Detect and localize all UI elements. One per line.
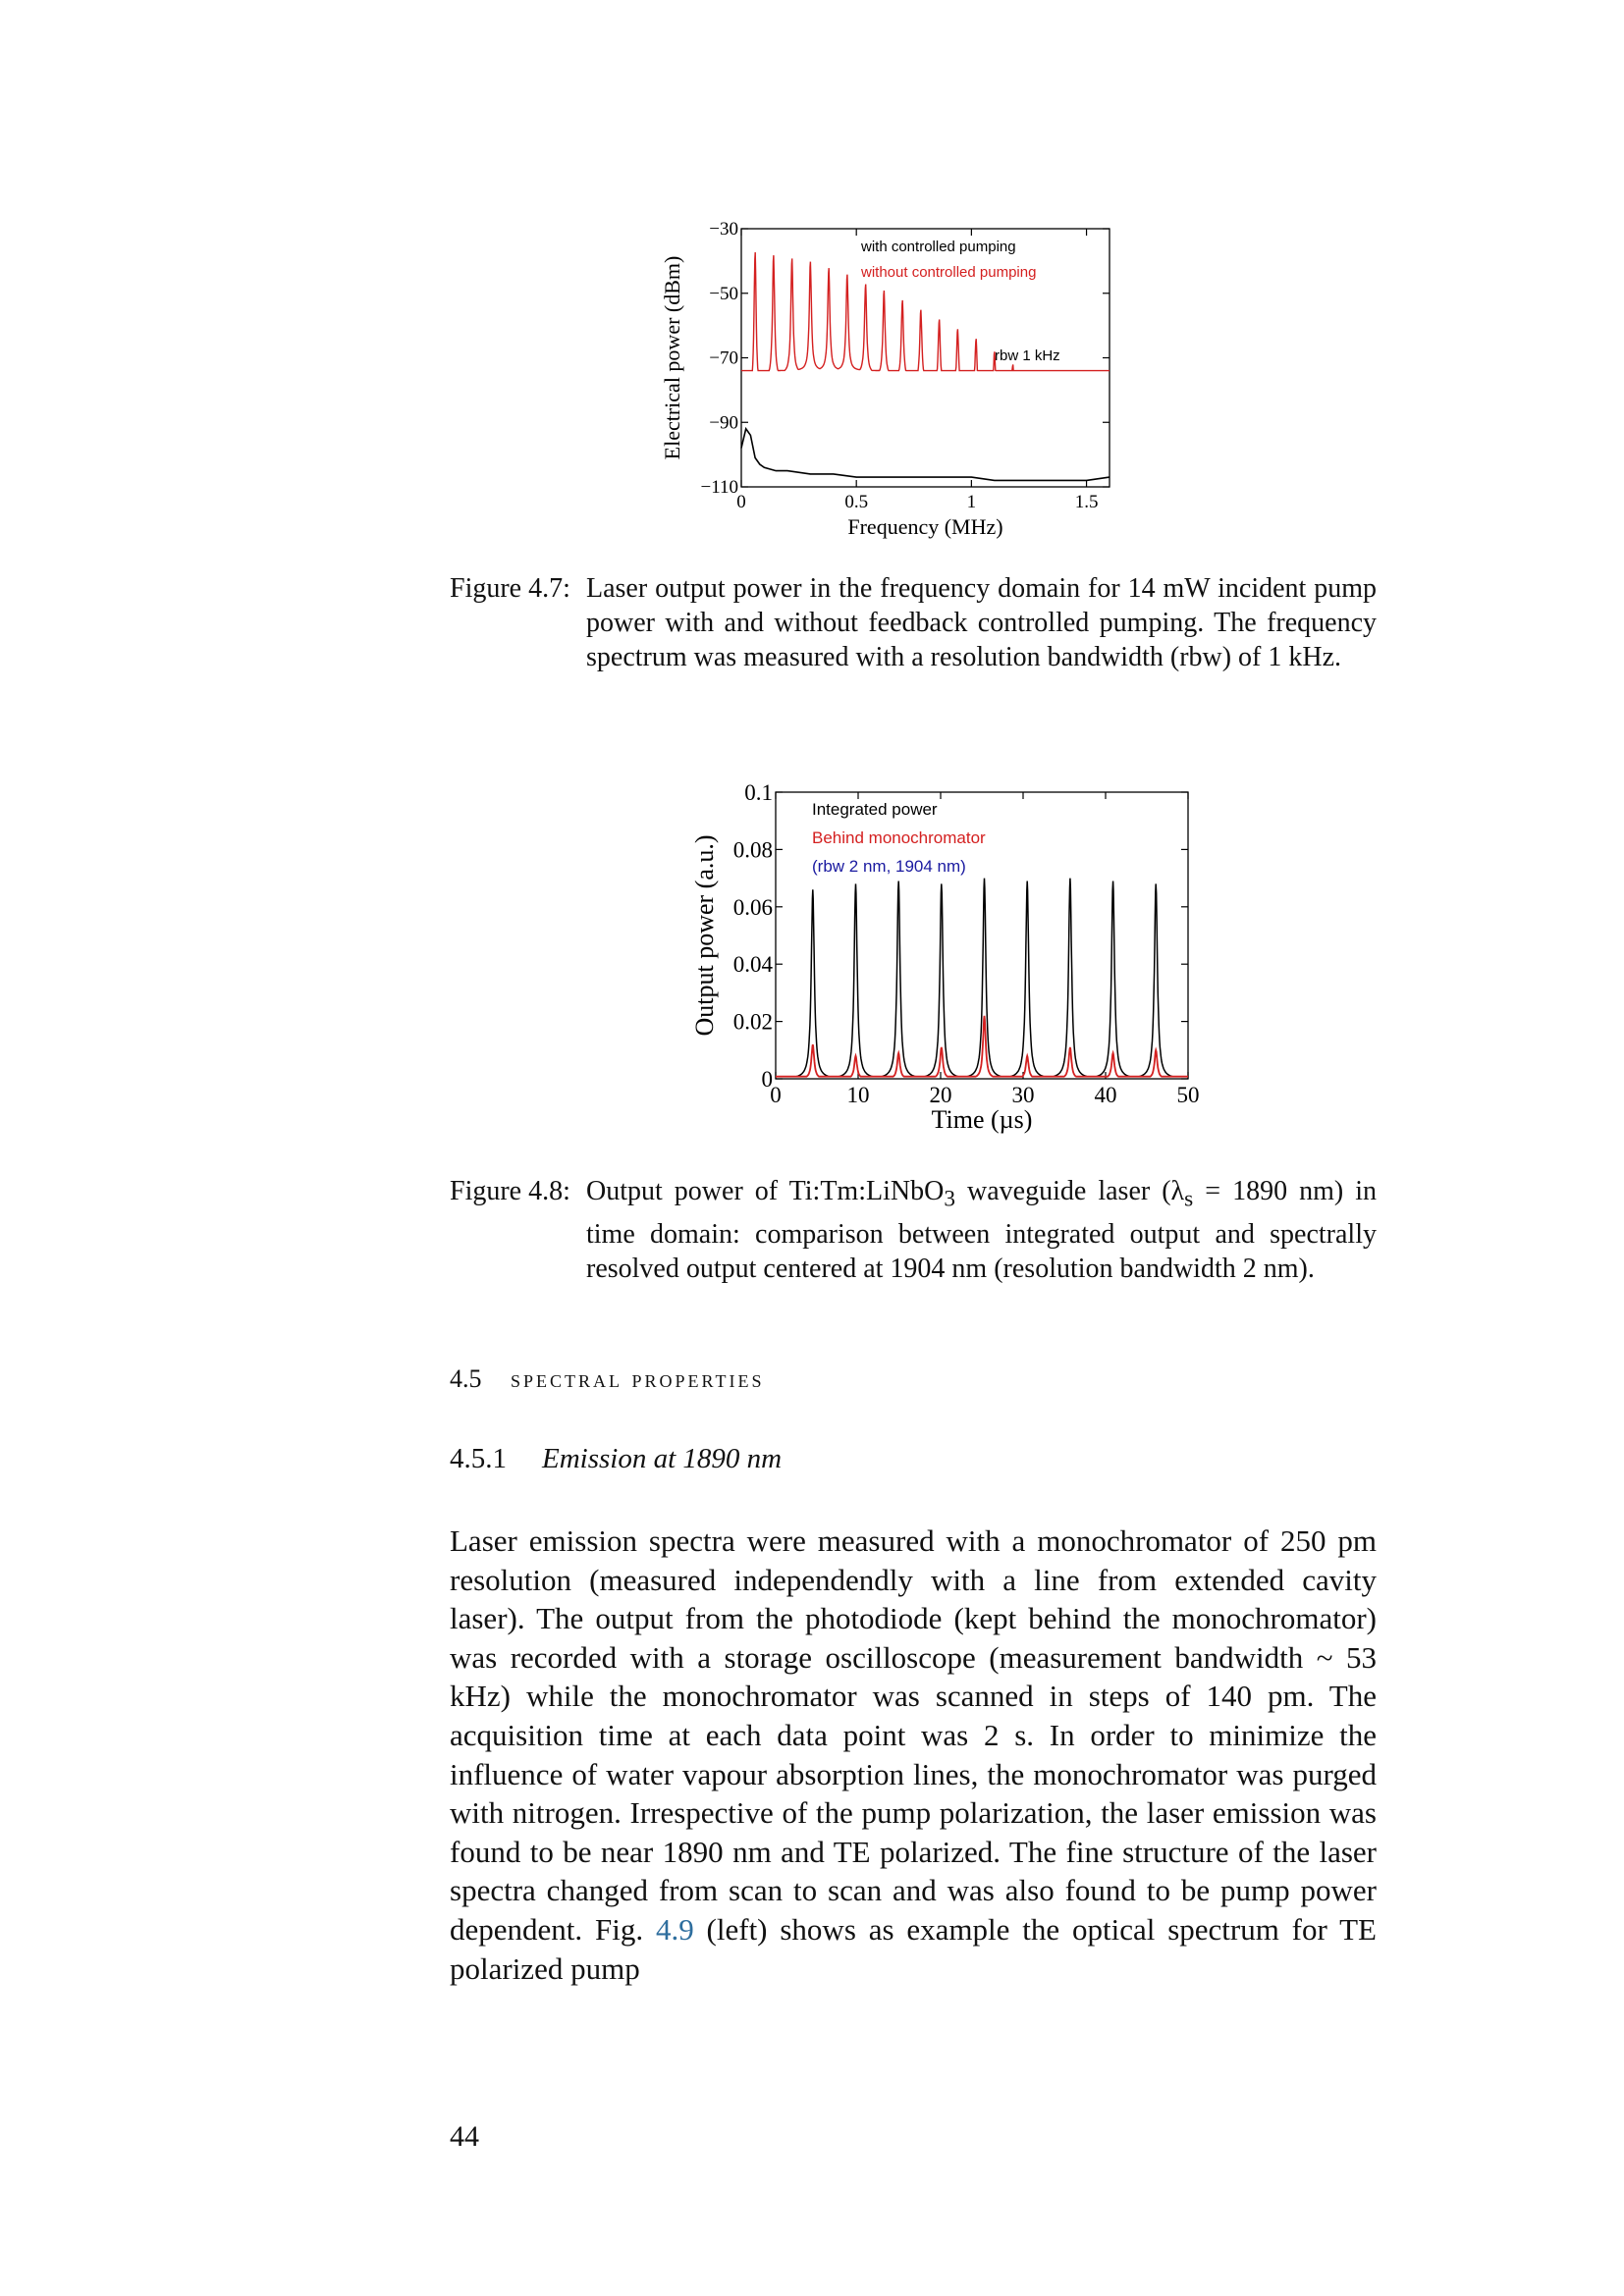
legend-entry-behind-monochromator: Behind monochromator [812, 828, 986, 847]
figure-4-8-chart [677, 775, 1208, 1148]
subsection-heading [450, 1443, 782, 1475]
y-axis-label: Output power (a.u.) [690, 834, 719, 1037]
x-tick-label: 0 [736, 492, 746, 512]
subsection-title: Emission at 1890 nm [542, 1443, 783, 1474]
figure-4-7-caption-label: Figure 4.7: [450, 573, 570, 604]
x-axis-label: Frequency (MHz) [847, 514, 1003, 539]
y-tick-label: 0.1 [744, 780, 773, 805]
caption-part-3: = 1890 nm) in time domain: comparison between integrated output and spectrally resolved output centered at 1904 nm (resolution bandwidth 2 nm). [586, 1176, 1377, 1284]
figure-4-7-chart [648, 211, 1139, 550]
page-number: 44 [450, 2120, 479, 2153]
subscript-3: 3 [944, 1186, 955, 1212]
x-tick-label: 0 [770, 1083, 782, 1107]
figure-4-7-caption-text: Laser output power in the frequency domain for 14 mW incident pump power with and without feedback controlled pumping. The frequency spectrum was measured with a resolution bandwidth (rbw) of 1 kHz. [586, 573, 1377, 672]
y-tick-label: −30 [709, 219, 738, 240]
figure-4-7-svg [648, 211, 1139, 550]
section-heading [450, 1364, 764, 1394]
y-tick-label: 0 [761, 1067, 773, 1092]
legend-entry-without-controlled-pumping: without controlled pumping [861, 264, 1037, 281]
body-paragraph [450, 1522, 1377, 1988]
figure-4-8-caption [450, 1174, 1377, 1286]
y-tick-label: 0.04 [732, 952, 773, 978]
x-tick-label: 50 [1176, 1083, 1200, 1107]
figure-4-8-caption-label: Figure 4.8: [450, 1176, 570, 1206]
y-axis-label: Electrical power (dBm) [660, 255, 684, 460]
y-tick-label: 0.06 [732, 894, 773, 920]
y-tick-label: −50 [709, 283, 738, 304]
figure-4-8-caption-text [586, 1174, 1377, 1286]
section-number: 4.5 [450, 1364, 482, 1393]
subscript-s: s [1184, 1186, 1194, 1212]
figure-reference-link[interactable]: 4.9 [655, 1911, 694, 1947]
figure-4-8-svg [677, 775, 1208, 1148]
x-tick-label: 0.5 [844, 492, 869, 512]
x-tick-label: 10 [846, 1083, 870, 1107]
x-tick-label: 1.5 [1074, 492, 1099, 512]
y-tick-label: −90 [709, 412, 738, 434]
figure-4-7-caption [450, 571, 1377, 674]
caption-part-1: Output power of Ti:Tm:LiNbO [586, 1176, 945, 1206]
annotation-rbw: rbw 1 kHz [995, 347, 1060, 364]
y-tick-label: 0.08 [732, 837, 773, 863]
body-text-1: Laser emission spectra were measured with a monochromator of 250 pm resolution (measured independendly with a line from extended cavity laser). The output from the photodiode (kept behind the monochromator) was recorded with a storage oscilloscope (measurement bandwidth ~ 53 kHz) while the monochromator was scanned in steps of 140 pm. The acquisition time at each data point was 2 s. In order to minimize the influence of water vapour absorption lines, the monochromator was purged with nitrogen. Irrespective of the pump polarization, the laser emission was found to be near 1890 nm and TE polarized. The fine structure of the laser spectra changed from scan to scan and was also found to be pump power dependent. Fig. [450, 1523, 1377, 1947]
x-axis-label: Time (µs) [931, 1105, 1033, 1134]
x-tick-label: 20 [929, 1083, 952, 1107]
subsection-number: 4.5.1 [450, 1443, 507, 1474]
x-tick-label: 40 [1094, 1083, 1117, 1107]
y-tick-label: −70 [709, 347, 738, 369]
legend-entry-integrated-power: Integrated power [812, 800, 938, 819]
annotation-rbw-wavelength: (rbw 2 nm, 1904 nm) [812, 857, 966, 876]
y-tick-label: 0.02 [732, 1009, 773, 1035]
section-title: spectral properties [511, 1364, 765, 1393]
caption-part-2: waveguide laser (λ [955, 1176, 1185, 1206]
body-text-2: (left) shows as example the optical spectrum for TE polarized pump [450, 1911, 1377, 1986]
legend-entry-with-controlled-pumping: with controlled pumping [861, 239, 1016, 255]
y-tick-label: −110 [700, 477, 738, 498]
x-tick-label: 30 [1011, 1083, 1035, 1107]
x-tick-label: 1 [966, 492, 977, 512]
series-with-controlled-pumping-line [741, 429, 1110, 481]
